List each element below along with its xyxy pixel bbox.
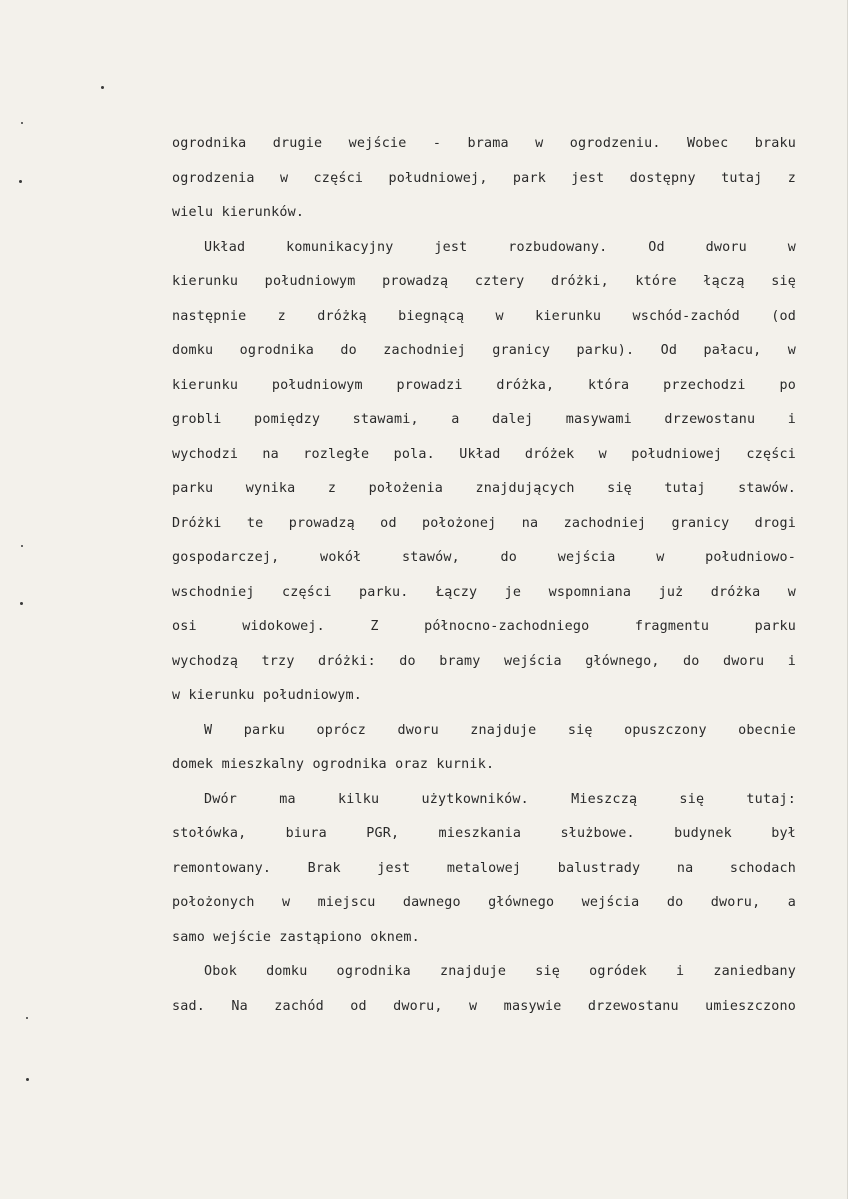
text-line: Dwór ma kilku użytkowników. Mieszczą się tutaj:: [204, 791, 796, 807]
margin-speck: [21, 545, 23, 547]
margin-speck: [21, 122, 23, 124]
text-line: wychodzi na rozległe pola. Układ dróżek w południowej części: [172, 446, 796, 462]
text-line: samo wejście zastąpiono oknem.: [172, 929, 420, 945]
margin-speck: [19, 180, 22, 183]
margin-speck: [26, 1078, 29, 1081]
text-line: w kierunku południowym.: [172, 688, 363, 703]
text-line: kierunku południowym prowadzą cztery dróżki, które łączą się: [172, 274, 796, 289]
text-line: W parku oprócz dworu znajduje się opuszczony obecnie: [204, 722, 796, 738]
text-line: gospodarczej, wokół stawów, do wejścia w południowo-: [172, 550, 796, 565]
text-line: parku wynika z położenia znajdujących się tutaj stawów.: [172, 481, 796, 496]
text-line: ogrodzenia w części południowej, park jest dostępny tutaj z: [172, 170, 796, 186]
text-line: wielu kierunków.: [172, 205, 305, 220]
text-line: osi widokowej. Z północno-zachodniego fragmentu parku: [172, 619, 796, 634]
text-line: Obok domku ogrodnika znajduje się ogródek i zaniedbany: [204, 964, 796, 979]
text-line: wychodzą trzy dróżki: do bramy wejścia głównego, do dworu i: [172, 653, 796, 669]
text-line: grobli pomiędzy stawami, a dalej masywami drzewostanu i: [172, 412, 796, 427]
text-line: następnie z dróżką biegnącą w kierunku wschód-zachód (od: [172, 308, 796, 324]
body-text: [172, 131, 796, 1028]
margin-speck: [26, 1017, 28, 1019]
text-line: domek mieszkalny ogrodnika oraz kurnik.: [172, 757, 495, 772]
margin-speck: [20, 602, 23, 605]
text-line: Układ komunikacyjny jest rozbudowany. Od dworu w: [204, 239, 796, 255]
margin-speck: [101, 86, 104, 89]
text-line: Dróżki te prowadzą od położonej na zachodniej granicy drogi: [172, 515, 796, 531]
text-line: stołówka, biura PGR, mieszkania służbowe. budynek był: [172, 826, 796, 841]
text-line: wschodniej części parku. Łączy je wspomniana już dróżka w: [172, 584, 796, 600]
text-line: ogrodnika drugie wejście - brama w ogrodzeniu. Wobec braku: [172, 136, 796, 151]
text-line: sad. Na zachód od dworu, w masywie drzewostanu umieszczono: [172, 998, 796, 1014]
text-line: domku ogrodnika do zachodniej granicy parku). Od pałacu, w: [172, 343, 796, 358]
text-line: remontowany. Brak jest metalowej balustrady na schodach: [172, 860, 796, 876]
text-line: kierunku południowym prowadzi dróżka, która przechodzi po: [172, 377, 796, 393]
text-line: położonych w miejscu dawnego głównego wejścia do dworu, a: [172, 895, 796, 910]
